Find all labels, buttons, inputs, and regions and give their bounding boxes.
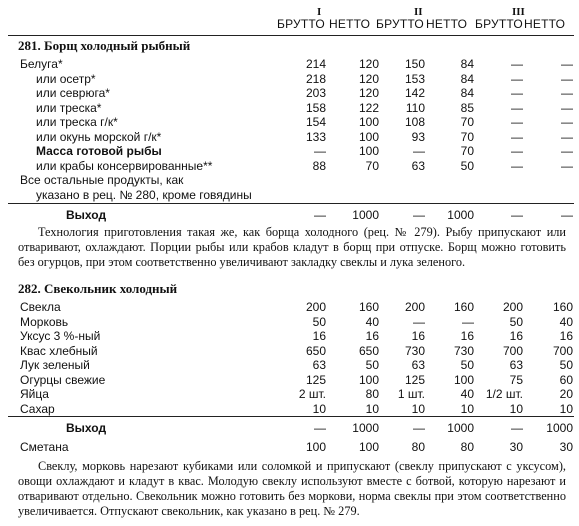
ingredient-row: [0, 300, 579, 314]
ingredient-value: 133: [305, 129, 326, 144]
summary-value: 1000: [352, 208, 379, 222]
summary-name: Выход: [66, 421, 107, 435]
ingredient-name: Уксус 3 %-ный: [20, 329, 101, 343]
ingredient-row: [0, 402, 579, 416]
column-brutto-3: БРУТТО: [475, 17, 523, 31]
ingredient-value: 50: [312, 314, 326, 329]
ingredient-value: 125: [305, 372, 326, 387]
ingredient-value: 214: [305, 57, 326, 71]
ingredient-row: [0, 188, 579, 202]
ingredient-name: или севрюга*: [36, 86, 110, 100]
column-brutto-2: БРУТТО: [376, 17, 424, 31]
ingredient-value: 93: [411, 129, 425, 144]
ingredient-name: или крабы консервированные**: [36, 158, 213, 173]
ingredient-value: 20: [559, 387, 573, 401]
ingredient-name: Белуга*: [20, 57, 63, 71]
ingredient-value: 1/2 шт.: [485, 387, 523, 401]
ingredient-value: —: [413, 314, 425, 329]
ingredient-value: 70: [460, 144, 474, 158]
ingredient-value: 100: [358, 115, 379, 129]
ingredient-name: или треска г/к*: [36, 115, 118, 129]
ingredient-value: 650: [305, 343, 326, 358]
ingredient-row: [0, 144, 579, 158]
ingredient-value: 730: [404, 343, 425, 358]
summary-value: —: [413, 421, 425, 435]
ingredient-name: Все остальные продукты, как: [20, 173, 184, 187]
ingredient-name: Квас хлебный: [20, 343, 98, 358]
ingredient-name: или окунь морской г/к*: [36, 129, 162, 144]
ingredient-value: —: [561, 86, 573, 100]
summary-value: 30: [559, 440, 573, 454]
ingredient-value: 10: [460, 401, 474, 416]
ingredient-value: 100: [453, 372, 474, 387]
ingredient-name: Масса готовой рыбы: [36, 144, 162, 158]
ingredient-value: —: [511, 158, 523, 173]
ingredient-value: 10: [365, 401, 379, 416]
ingredient-value: 85: [460, 100, 474, 115]
summary-row: [0, 208, 579, 222]
ingredient-value: 150: [404, 57, 425, 71]
recipe-282-rule: [8, 416, 574, 417]
column-brutto-1: БРУТТО: [277, 17, 325, 31]
summary-name: Выход: [66, 208, 107, 222]
recipe-282-text: Свеклу, морковь нарезают кубиками или соломкой и припускают (свеклу припускают с уксусом), овощи охлаждают и кладут в квас. Молодую свеклу используют вместе с ботвой, которую нарезают и отваривают отдельно. Свекольник можно готовить без моркови, норма свеклы при этом соответственно увеличивается. Отпускают свекольник, как указано в рец. № 279.: [18, 459, 566, 518]
summary-value: 1000: [352, 421, 379, 435]
column-netto-2: НЕТТО: [426, 17, 468, 31]
ingredient-value: —: [511, 86, 523, 100]
summary-value: —: [314, 208, 326, 222]
column-roman-2: II: [414, 6, 423, 18]
ingredient-value: 50: [559, 358, 573, 372]
ingredient-row: [0, 72, 579, 86]
ingredient-value: 50: [365, 358, 379, 372]
ingredient-value: 120: [358, 57, 379, 71]
ingredient-value: 203: [305, 86, 326, 100]
column-netto-3: НЕТТО: [524, 17, 566, 31]
ingredient-row: [0, 387, 579, 401]
summary-value: 1000: [447, 208, 474, 222]
ingredient-value: —: [511, 71, 523, 86]
ingredient-value: 70: [460, 129, 474, 144]
recipe-281-title: 281. Борщ холодный рыбный: [18, 38, 191, 53]
ingredient-value: 160: [358, 300, 379, 314]
ingredient-value: 40: [559, 314, 573, 329]
column-netto-1: НЕТТО: [329, 17, 371, 31]
ingredient-value: 110: [405, 100, 425, 115]
ingredient-name: Огурцы свежие: [20, 372, 106, 387]
summary-name: Сметана: [20, 440, 69, 454]
ingredient-row: [0, 101, 579, 115]
ingredient-value: 108: [404, 115, 425, 129]
ingredient-name: или осетр*: [36, 71, 96, 86]
ingredient-value: 700: [502, 343, 523, 358]
ingredient-value: 154: [305, 115, 326, 129]
ingredient-value: 10: [559, 401, 573, 416]
summary-value: 30: [509, 440, 523, 454]
ingredient-value: —: [561, 100, 573, 115]
summary-value: 80: [460, 440, 474, 454]
ingredient-value: 50: [509, 314, 523, 329]
ingredient-value: 50: [460, 158, 474, 173]
ingredient-value: 70: [365, 158, 379, 173]
ingredient-value: 100: [358, 144, 379, 158]
ingredient-value: 100: [358, 129, 379, 144]
ingredient-value: 160: [552, 300, 573, 314]
ingredient-value: —: [561, 129, 573, 144]
ingredient-value: 16: [365, 329, 379, 343]
summary-value: —: [511, 208, 523, 222]
ingredient-value: 70: [460, 115, 474, 129]
ingredient-value: —: [561, 158, 573, 173]
ingredient-value: 84: [460, 57, 474, 71]
ingredient-value: —: [561, 71, 573, 86]
ingredient-value: 120: [358, 71, 379, 86]
recipe-281-rule: [8, 203, 574, 204]
summary-row: [0, 440, 579, 454]
summary-value: 100: [305, 440, 326, 454]
ingredient-value: 63: [509, 358, 523, 372]
ingredient-value: —: [314, 144, 326, 158]
ingredient-value: —: [413, 144, 425, 158]
ingredient-value: —: [511, 57, 523, 71]
ingredient-value: 158: [305, 100, 326, 115]
ingredient-value: 75: [509, 372, 523, 387]
ingredient-value: 650: [358, 343, 379, 358]
ingredient-value: 10: [312, 401, 326, 416]
ingredient-value: —: [511, 115, 523, 129]
ingredient-value: —: [561, 57, 573, 71]
ingredient-value: 1 шт.: [397, 387, 425, 401]
ingredient-name: Сахар: [20, 401, 55, 416]
ingredient-value: 50: [460, 358, 474, 372]
ingredient-name: или треска*: [36, 100, 102, 115]
ingredient-row: [0, 57, 579, 71]
recipe-282-title: 282. Свекольник холодный: [18, 281, 178, 296]
ingredient-name: Яйца: [20, 387, 49, 401]
ingredient-value: 200: [502, 300, 523, 314]
ingredient-name: Морковь: [20, 314, 69, 329]
header-rule: [8, 35, 574, 36]
summary-value: —: [511, 421, 523, 435]
summary-value: —: [314, 421, 326, 435]
ingredient-value: 16: [559, 329, 573, 343]
ingredient-value: 16: [509, 329, 523, 343]
ingredient-row: [0, 130, 579, 144]
column-roman-1: I: [317, 6, 322, 18]
ingredient-value: 153: [404, 71, 425, 86]
summary-row: [0, 421, 579, 435]
ingredient-row: [0, 373, 579, 387]
summary-value: 100: [358, 440, 379, 454]
ingredient-value: 16: [411, 329, 425, 343]
ingredient-row: [0, 86, 579, 100]
ingredient-value: 200: [404, 300, 425, 314]
summary-value: —: [413, 208, 425, 222]
ingredient-value: —: [511, 129, 523, 144]
ingredient-value: 120: [358, 86, 379, 100]
ingredient-value: 700: [552, 343, 573, 358]
ingredient-row: [0, 358, 579, 372]
column-roman-3: III: [512, 6, 525, 18]
ingredient-value: 40: [365, 314, 379, 329]
ingredient-row: [0, 315, 579, 329]
ingredient-value: 200: [305, 300, 326, 314]
ingredient-value: 10: [509, 401, 523, 416]
ingredient-value: 100: [358, 372, 379, 387]
ingredient-value: 63: [312, 358, 326, 372]
ingredient-value: —: [462, 314, 474, 329]
ingredient-value: 63: [411, 158, 425, 173]
ingredient-value: 16: [312, 329, 326, 343]
ingredient-value: —: [561, 144, 573, 158]
ingredient-value: 16: [460, 329, 474, 343]
ingredient-value: 160: [453, 300, 474, 314]
ingredient-row: [0, 115, 579, 129]
ingredient-row: [0, 329, 579, 343]
ingredient-row: [0, 344, 579, 358]
summary-value: 80: [411, 440, 425, 454]
ingredient-value: 730: [453, 343, 474, 358]
ingredient-row: [0, 159, 579, 173]
ingredient-value: 84: [460, 86, 474, 100]
ingredient-value: 60: [559, 372, 573, 387]
ingredient-value: 218: [305, 71, 326, 86]
summary-value: —: [561, 208, 573, 222]
ingredient-value: 2 шт.: [298, 387, 326, 401]
ingredient-name: Свекла: [20, 300, 61, 314]
ingredient-name: Лук зеленый: [20, 358, 90, 372]
ingredient-value: —: [511, 100, 523, 115]
ingredient-value: —: [511, 144, 523, 158]
ingredient-value: 125: [404, 372, 425, 387]
ingredient-value: 88: [312, 158, 326, 173]
ingredient-value: —: [561, 115, 573, 129]
ingredient-value: 84: [460, 71, 474, 86]
ingredient-value: 10: [411, 401, 425, 416]
ingredient-value: 122: [358, 100, 379, 115]
ingredient-value: 142: [404, 86, 425, 100]
ingredient-value: 63: [411, 358, 425, 372]
recipe-281-text: Технология приготовления такая же, как борща холодного (рец. № 279). Рыбу припускают или отваривают, охлаждают. Порции рыбы или крабов кладут в борщ при отпуске. Борщ можно готовить без огурцов, при этом соответственно увеличивают закладку свеклы и лука зеленого.: [18, 225, 566, 269]
ingredient-value: 80: [365, 387, 379, 401]
summary-value: 1000: [546, 421, 573, 435]
ingredient-value: 40: [460, 387, 474, 401]
summary-value: 1000: [447, 421, 474, 435]
ingredient-row: [0, 173, 579, 187]
ingredient-name: указано в рец. № 280, кроме говядины: [36, 187, 252, 202]
